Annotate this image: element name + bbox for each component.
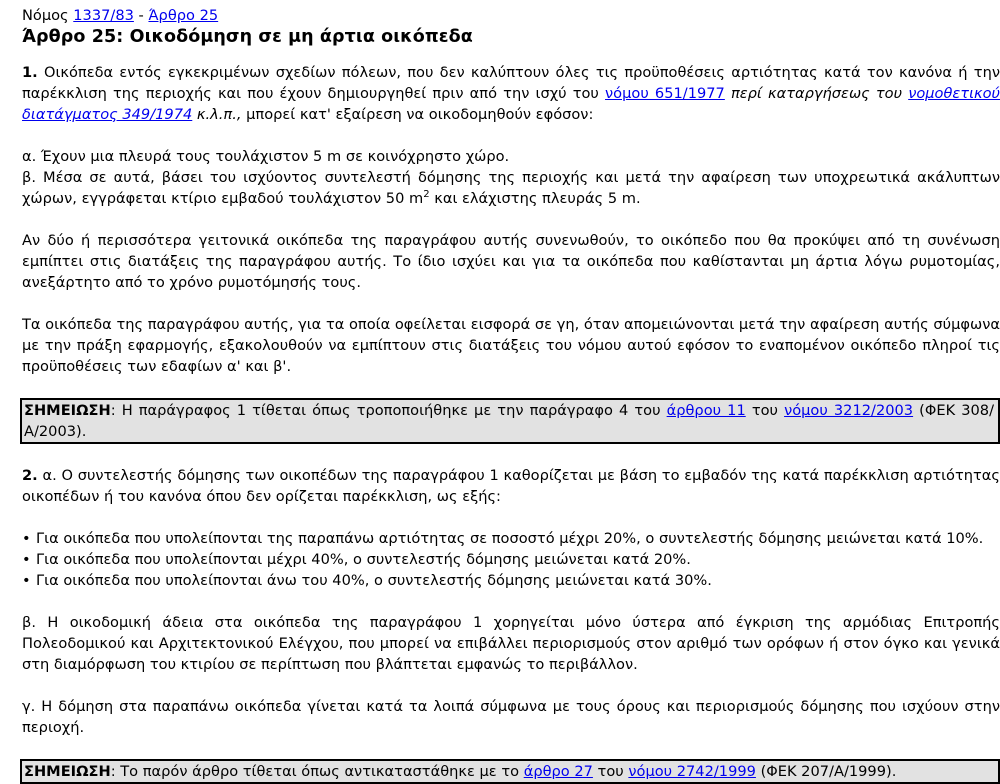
italic-text: περί καταργήσεως του [724, 85, 909, 102]
superscript: 2 [423, 189, 430, 200]
article-27-link[interactable]: άρθρο 27 [523, 763, 593, 780]
note-text: του [592, 763, 629, 780]
note-text: : Το παρόν άρθρο τίθεται όπως αντικαταστάθηκε με το [110, 763, 524, 780]
page-title: Άρθρο 25: Οικοδόμηση σε μη άρτια οικόπεδα [22, 27, 473, 47]
paragraph-contribution: Τα οικόπεδα της παραγράφου αυτής, για τα οποία οφείλεται εισφορά σε γη, όταν απομειώνονται μετά την αφαίρεση αυτής σύμφωνα με την πράξη εφαρμογής, εξακολουθούν να εμπίπτουν στις διατάξεις του νόμου αυτού εφόσον το εναπομένον οικόπεδο πληροί τις προϋποθέσεις των εδαφίων α' και β'. [22, 316, 1000, 375]
law-651-1977-link[interactable]: νόμου 651/1977 [605, 85, 725, 102]
paragraph-text: Οικόπεδα εντός εγκεκριμένων σχεδίων πόλεων, που δεν καλύπτουν όλες τις προϋποθέσεις αρτιότητας κατά τον κανόνα ή την παρέκκλιση της περιοχής και που έχουν δημιουργηθεί πριν από την ισχύ του [22, 64, 1000, 102]
list-item [22, 549, 1000, 570]
paragraph-number: 2. [22, 467, 38, 484]
law-link[interactable]: 1337/83 [73, 7, 134, 24]
breadcrumb-separator: - [133, 7, 149, 24]
paragraph-1 [22, 62, 1000, 125]
list-item-text: Για οικόπεδα που υπολείπονται άνω του 40%, ο συντελεστής δόμησης μειώνεται κατά 30%. [36, 572, 712, 589]
bullet-icon: • [22, 572, 31, 589]
paragraph-text: μπορεί κατ' εξαίρεση να οικοδομηθούν εφόσον: [241, 106, 594, 123]
article-link[interactable]: Άρθρο 25 [148, 7, 219, 24]
paragraph-merge: Αν δύο ή περισσότερα γειτονικά οικόπεδα της παραγράφου αυτής συνενωθούν, το οικόπεδο που θα προκύψει από τη συνένωση εμπίπτει στις διατάξεις της παραγράφου αυτής. Το ίδιο ισχύει και για τα οικόπεδα που καθίστανται μη άρτια λόγω ρυμοτομίας, ανεξάρτητο από το χρόνο ρυμοτόμησής τους. [22, 232, 1000, 291]
bullet-icon: • [22, 530, 31, 547]
condition-b-text: β. Μέσα σε αυτά, βάσει του ισχύοντος συντελεστή δόμησης της περιοχής και μετά την αφαίρεση των υποχρεωτικά ακάλυπτων χώρων, εγγράφεται κτίριο εμβαδού τουλάχιστον 50 m [22, 169, 1000, 207]
condition-a: α. Έχουν μια πλευρά τους τουλάχιστον 5 m σε κοινόχρηστο χώρο. [22, 148, 510, 165]
note-text: (ΦΕΚ 207/Α/1999). [755, 763, 897, 780]
list-item-text: Για οικόπεδα που υπολείπονται της παραπάνω αρτιότητας σε ποσοστό μέχρι 20%, ο συντελεστής δόμησης μειώνεται κατά 10%. [36, 530, 984, 547]
decree-link-text: νομοθετικού διατάγματος 349/1974 [22, 85, 1000, 123]
note-text: : Η παράγραφος 1 τίθεται όπως τροποποιήθηκε με την παράγραφο 4 του [110, 402, 667, 419]
list-item [22, 570, 1000, 591]
note-text: (ΦΕΚ 308/Α/2003). [24, 402, 995, 440]
list-item [22, 528, 1000, 549]
note-label: ΣΗΜΕΙΩΣΗ [24, 763, 111, 780]
paragraph-2 [22, 465, 1000, 507]
paragraph-c: γ. Η δόμηση στα παραπάνω οικόπεδα γίνεται κατά τα λοιπά σύμφωνα με τους όρους και περιορισμούς δόμησης που ισχύουν στην περιοχή. [22, 698, 1000, 736]
note-text: του [745, 402, 785, 419]
list-item-text: Για οικόπεδα που υπολείπονται μέχρι 40%, ο συντελεστής δόμησης μειώνεται κατά 20%. [36, 551, 691, 568]
note-label: ΣΗΜΕΙΩΣΗ [24, 402, 111, 419]
italic-text: κ.λ.π., [192, 106, 242, 123]
breadcrumb [22, 6, 1000, 26]
paragraph-number: 1. [22, 64, 38, 81]
breadcrumb-prefix: Νόμος [22, 7, 74, 24]
law-2742-1999-link[interactable]: νόμου 2742/1999 [628, 763, 756, 780]
condition-b-text-end: και ελάχιστης πλευράς 5 m. [429, 190, 641, 207]
condition-b [22, 167, 1000, 209]
paragraph-b: β. Η οικοδομική άδεια στα οικόπεδα της παραγράφου 1 χορηγείται μόνο ύστερα από έγκριση της αρμόδιας Επιτροπής Πολεοδομικού και Αρχιτεκτονικού Ελέγχου, που μπορεί να επιβάλλει περιορισμούς στον αριθμό των ορόφων ή στον όγκο και γενικά στη διαμόρφωση του κτιρίου σε περίπτωση που βλάπτεται εμφανώς το περιβάλλον. [22, 614, 1000, 673]
note-box-1 [20, 398, 1000, 444]
article-11-link[interactable]: άρθρου 11 [666, 402, 746, 419]
law-3212-2003-link[interactable]: νόμου 3212/2003 [784, 402, 914, 419]
bullet-icon: • [22, 551, 31, 568]
paragraph-text: α. Ο συντελεστής δόμησης των οικοπέδων της παραγράφου 1 καθορίζεται με βάση το εμβαδόν της κατά παρέκκλιση αρτιότητας οικοπέδων ή του κανόνα όπου δεν ορίζεται παρέκκλιση, ως εξής: [22, 467, 1000, 505]
reduction-list [22, 528, 1000, 591]
note-box-2 [20, 759, 1000, 784]
